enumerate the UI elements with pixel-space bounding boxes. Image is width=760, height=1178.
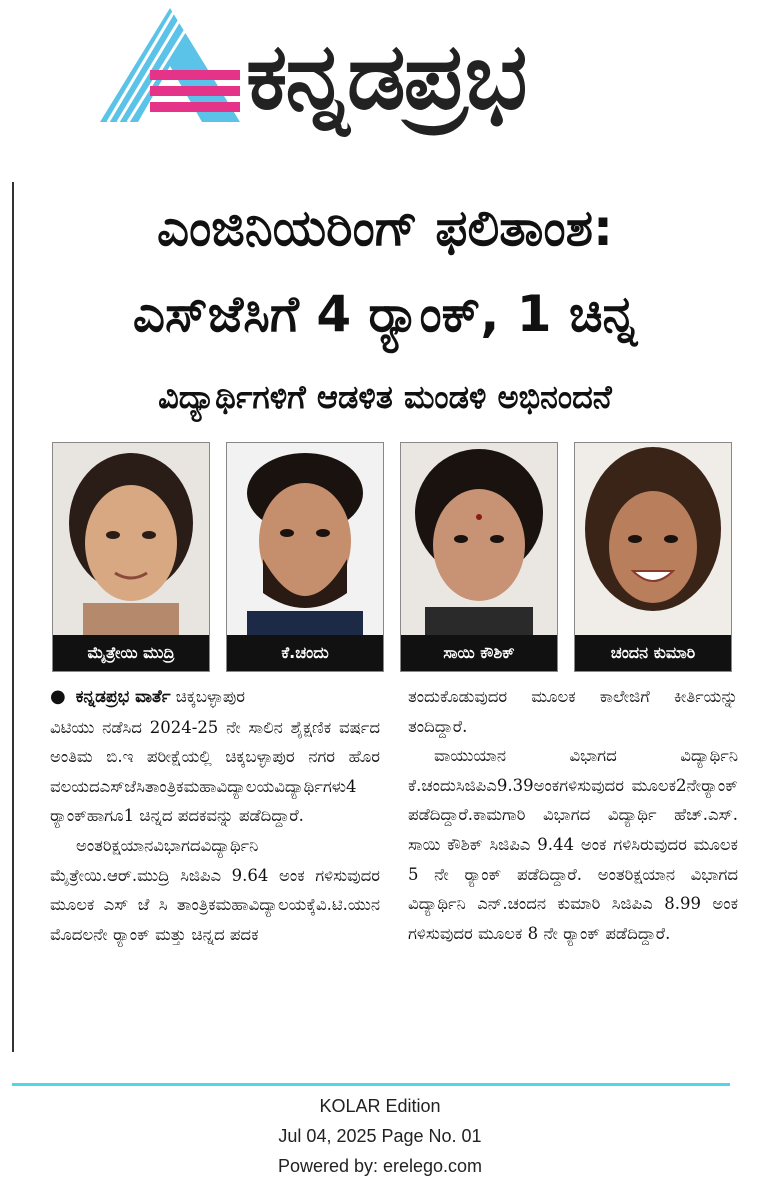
bullet-icon: ● xyxy=(50,686,66,707)
article-column-left xyxy=(50,682,380,949)
footer-edition: KOLAR Edition xyxy=(319,1096,441,1116)
photo-row xyxy=(52,442,732,672)
article-paragraph: ವಿಟಿಯು ನಡೆಸಿದ 2024-25 ನೇ ಸಾಲಿನ ಶೈಕ್ಷಣಿಕ ವರ್ಷದ ಅಂತಿಮ ಬಿ.ಇ ಪರೀಕ್ಷೆಯಲ್ಲಿ ಚಿಕ್ಕಬಳ್ಳಾಪುರ ನಗರ ಹೊರ ವಲಯದಎಸ್‌ಜೆಸಿತಾಂತ್ರಿಕಮಹಾವಿದ್ಯಾಲಯವಿದ್ಯಾರ್ಥಿಗಳು4 ರ್‍ಯಾಂಕ್‌ಹಾಗೂ1 ಚಿನ್ನದ ಪದಕವನ್ನು ಪಡೆದಿದ್ದಾರೆ. xyxy=(50,717,380,826)
photo-chandana-kumari xyxy=(574,442,732,672)
byline: ಕನ್ನಡಪ್ರಭ ವಾರ್ತೆ xyxy=(75,687,171,707)
footer-powered-by: Powered by: erelego.com xyxy=(277,1156,483,1176)
portrait-female-icon xyxy=(401,443,557,635)
portrait-female-icon xyxy=(575,443,731,635)
photo-caption: ಚಂದನ ಕುಮಾರಿ xyxy=(575,635,731,671)
portrait-male-icon xyxy=(227,443,383,635)
portrait-female-icon xyxy=(53,443,209,635)
dateline: ಚಿಕ್ಕಬಳ್ಳಾಪುರ xyxy=(170,687,246,706)
headline-line-2: ಎಸ್‌ಜೆಸಿಗೆ 4 ರ್‍ಯಾಂಕ್, 1 ಚಿನ್ನ xyxy=(132,285,638,343)
article-column-right xyxy=(408,682,738,948)
article-paragraph: ಅಂತರಿಕ್ಷಯಾನವಿಭಾಗದವಿದ್ಯಾರ್ಥಿನಿ ಮೈತ್ರೇಯಿ.ಆರ್.ಮುದ್ರಿ ಸಿಜಿಪಿಎ 9.64 ಅಂಕ ಗಳಿಸುವುದರ ಮೂಲಕ ಎಸ್ ಜೆ ಸಿ ತಾಂತ್ರಿಕಮಹಾವಿದ್ಯಾಲಯಕ್ಕೆವಿ.ಟಿ.ಯುನ ಮೊದಲನೇ ರ್‍ಯಾಂಕ್ ಮತ್ತು ಚಿನ್ನದ ಪದಕ xyxy=(50,835,380,944)
footer-divider xyxy=(12,1083,730,1086)
article-paragraph: ವಾಯುಯಾನ ವಿಭಾಗದ ವಿದ್ಯಾರ್ಥಿನಿ ಕೆ.ಚಂದುಸಿಜಿಪಿಎ9.39ಅಂಕಗಳಿಸುವುದರ ಮೂಲಕ2ನೇರ್‍ಯಾಂಕ್ ಪಡೆದಿದ್ದಾರೆ.ಕಾಮಗಾರಿ ವಿಭಾಗದ ವಿದ್ಯಾರ್ಥಿ ಹೆಚ್.ಎಸ್. ಸಾಯಿ ಕೌಶಿಕ್ ಸಿಜಿಪಿಎ 9.44 ಅಂಕ ಗಳಿಸಿರುವುದರ ಮೂಲಕ 5 ನೇ ರ್‍ಯಾಂಕ್ ಪಡೆದಿದ್ದಾರೆ. ಅಂತರಿಕ್ಷಯಾನ ವಿಭಾಗದ ವಿದ್ಯಾರ್ಥಿನಿ ಎನ್.ಚಂದನ ಕುಮಾರಿ ಸಿಜಿಪಿಎ 8.99 ಅಂಕ ಗಳಿಸುವುದರ ಮೂಲಕ 8 ನೇ ರ್‍ಯಾಂಕ್ ಪಡೆದಿದ್ದಾರೆ. xyxy=(408,746,738,943)
footer-date-page: Jul 04, 2025 Page No. 01 xyxy=(278,1126,482,1146)
masthead xyxy=(0,0,760,160)
photo-sai-kaushik xyxy=(400,442,558,672)
kannadaprabha-logo-icon xyxy=(98,4,248,124)
article-paragraph: ತಂದುಕೊಡುವುದರ ಮೂಲಕ ಕಾಲೇಜಿಗೆ ಕೀರ್ತಿಯನ್ನು ತಂದಿದ್ದಾರೆ. xyxy=(408,687,738,736)
photo-chandu xyxy=(226,442,384,672)
byline-row xyxy=(50,682,380,713)
photo-caption: ಕೆ.ಚಂದು xyxy=(227,635,383,671)
photo-maitreyi xyxy=(52,442,210,672)
subheadline: ವಿದ್ಯಾರ್ಥಿಗಳಿಗೆ ಆಡಳಿತ ಮಂಡಳಿ ಅಭಿನಂದನೆ xyxy=(158,378,612,416)
photo-caption: ಸಾಯಿ ಕೌಶಿಕ್ xyxy=(401,635,557,671)
column-rule xyxy=(12,182,14,1052)
headline-line-1: ಎಂಜಿನಿಯರಿಂಗ್ ಫಲಿತಾಂಶ: xyxy=(156,199,613,257)
masthead-title: ಕನ್ನಡಪ್ರಭ xyxy=(246,23,526,130)
photo-caption: ಮೈತ್ರೇಯಿ ಮುದ್ರಿ xyxy=(53,635,209,671)
